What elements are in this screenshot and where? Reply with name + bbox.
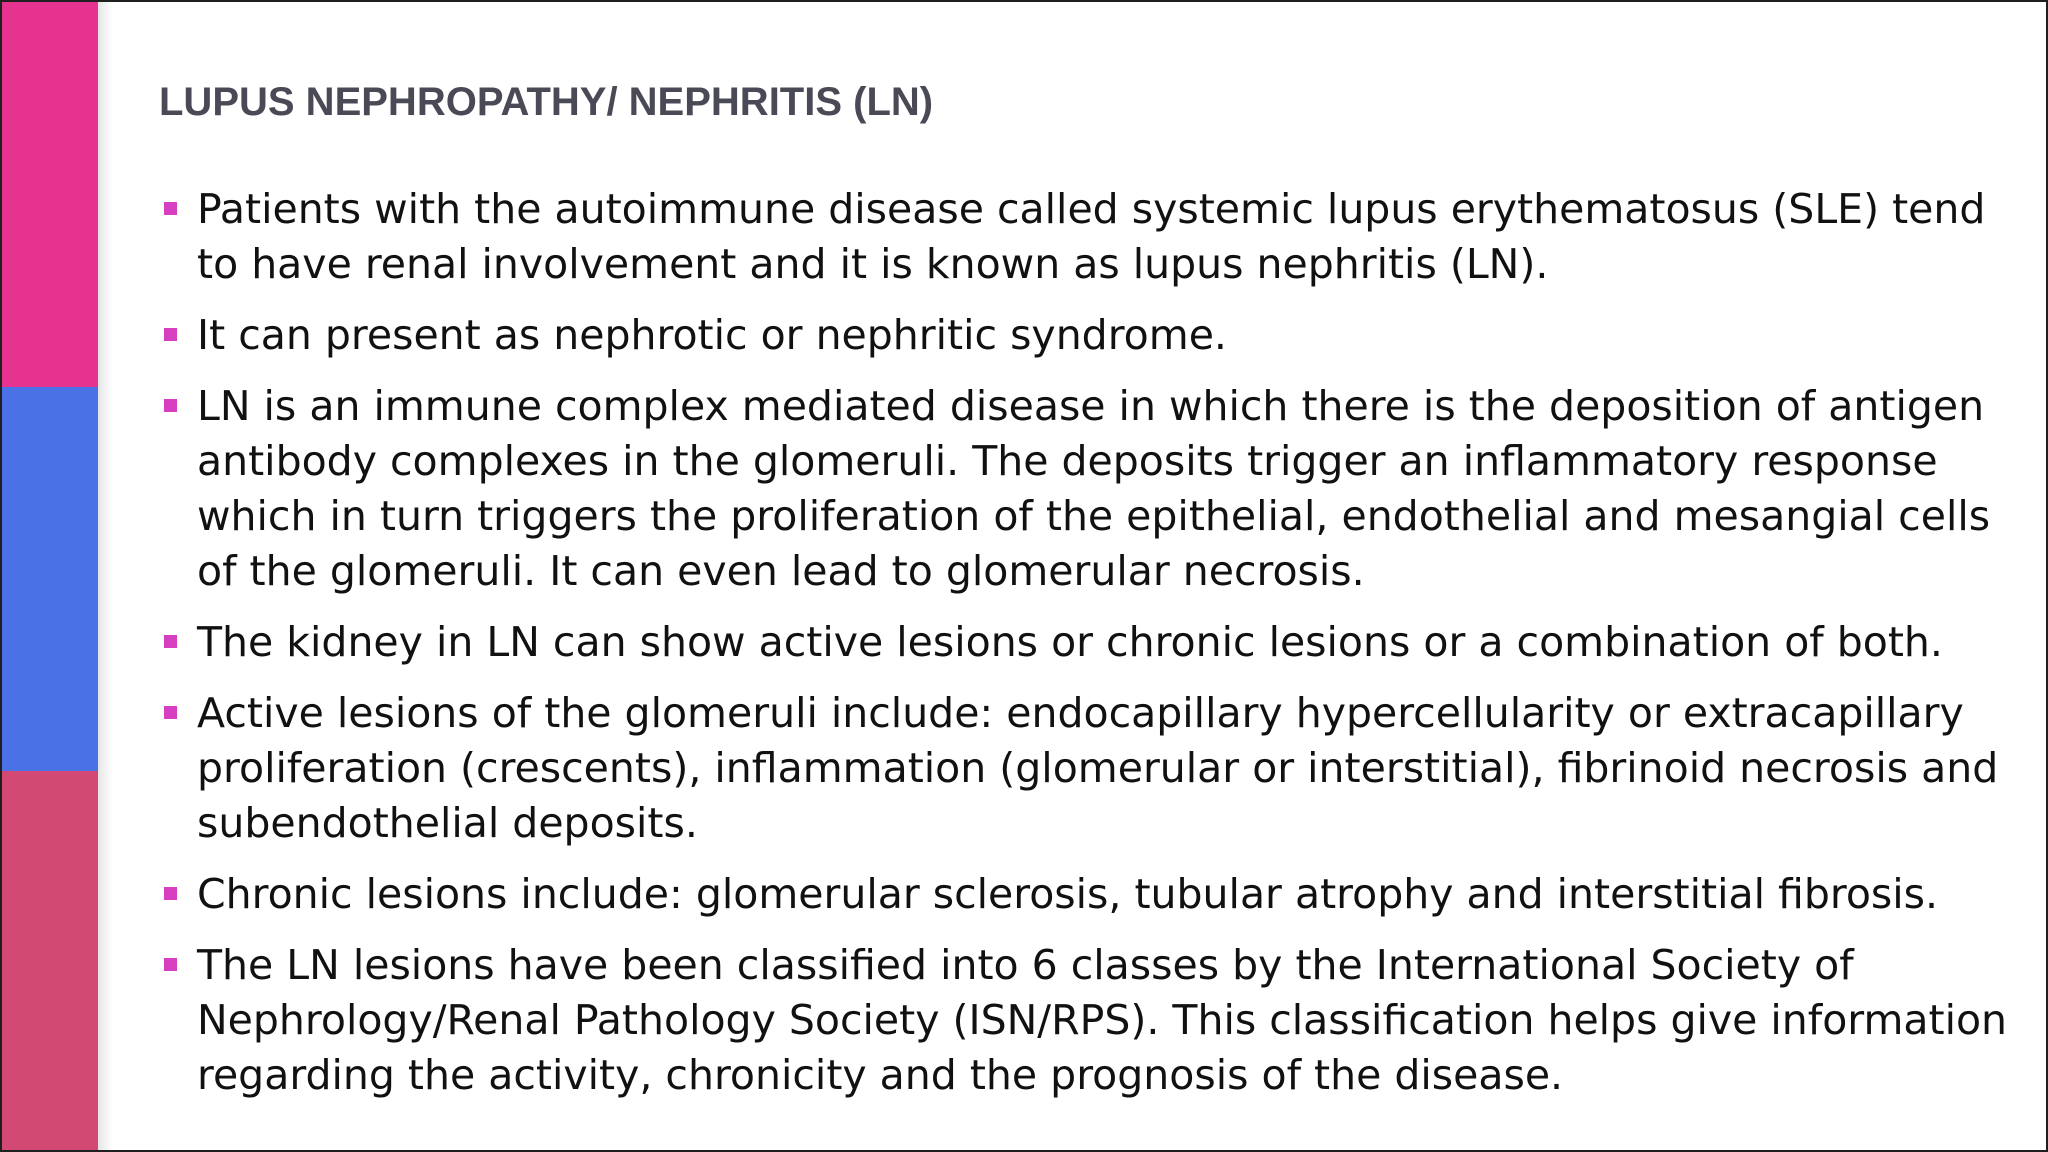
- slide-title: LUPUS NEPHROPATHY/ NEPHRITIS (LN): [159, 80, 934, 124]
- bullet-list: [159, 182, 2009, 1119]
- bullet-text: Active lesions of the glomeruli include: endocapillary hypercellularity or extracapillary proliferation (crescents), inflammation (glomerular or interstitial), fibrinoid necrosis and subendothelial deposits.: [197, 689, 1999, 847]
- bullet-item: [159, 938, 2009, 1103]
- accent-bar-middle-segment: [2, 387, 98, 771]
- square-bullet-icon: [164, 328, 177, 341]
- bullet-item: [159, 686, 2009, 851]
- bullet-item: [159, 867, 2009, 922]
- bullet-text: LN is an immune complex mediated disease in which there is the deposition of antigen antibody complexes in the glomeruli. The deposits trigger an inflammatory response which in turn triggers the proliferation of the epithelial, endothelial and mesangial cells of the glomeruli. It can even lead to glomerular necrosis.: [197, 382, 1991, 595]
- bullet-text: Patients with the autoimmune disease called systemic lupus erythematosus (SLE) tend to have renal involvement and it is known as lupus nephritis (LN).: [197, 185, 1986, 288]
- accent-bar-top-segment: [2, 2, 98, 387]
- bullet-text: It can present as nephrotic or nephritic syndrome.: [197, 311, 1227, 359]
- left-accent-bar: [2, 2, 98, 1150]
- bullet-item: [159, 615, 2009, 670]
- square-bullet-icon: [164, 887, 177, 900]
- bullet-text: Chronic lesions include: glomerular sclerosis, tubular atrophy and interstitial fibrosis.: [197, 870, 1939, 918]
- square-bullet-icon: [164, 706, 177, 719]
- square-bullet-icon: [164, 202, 177, 215]
- accent-bar-shadow: [98, 2, 112, 1150]
- bullet-item: [159, 182, 2009, 292]
- square-bullet-icon: [164, 958, 177, 971]
- bullet-text: The LN lesions have been classified into 6 classes by the International Society of Nephrology/Renal Pathology Society (ISN/RPS). This classification helps give information regarding the activity, chronicity and the prognosis of the disease.: [197, 941, 2008, 1099]
- bullet-text: The kidney in LN can show active lesions or chronic lesions or a combination of both.: [197, 618, 1943, 666]
- accent-bar-bottom-segment: [2, 771, 98, 1152]
- square-bullet-icon: [164, 635, 177, 648]
- bullet-item: [159, 308, 2009, 363]
- square-bullet-icon: [164, 399, 177, 412]
- bullet-item: [159, 379, 2009, 599]
